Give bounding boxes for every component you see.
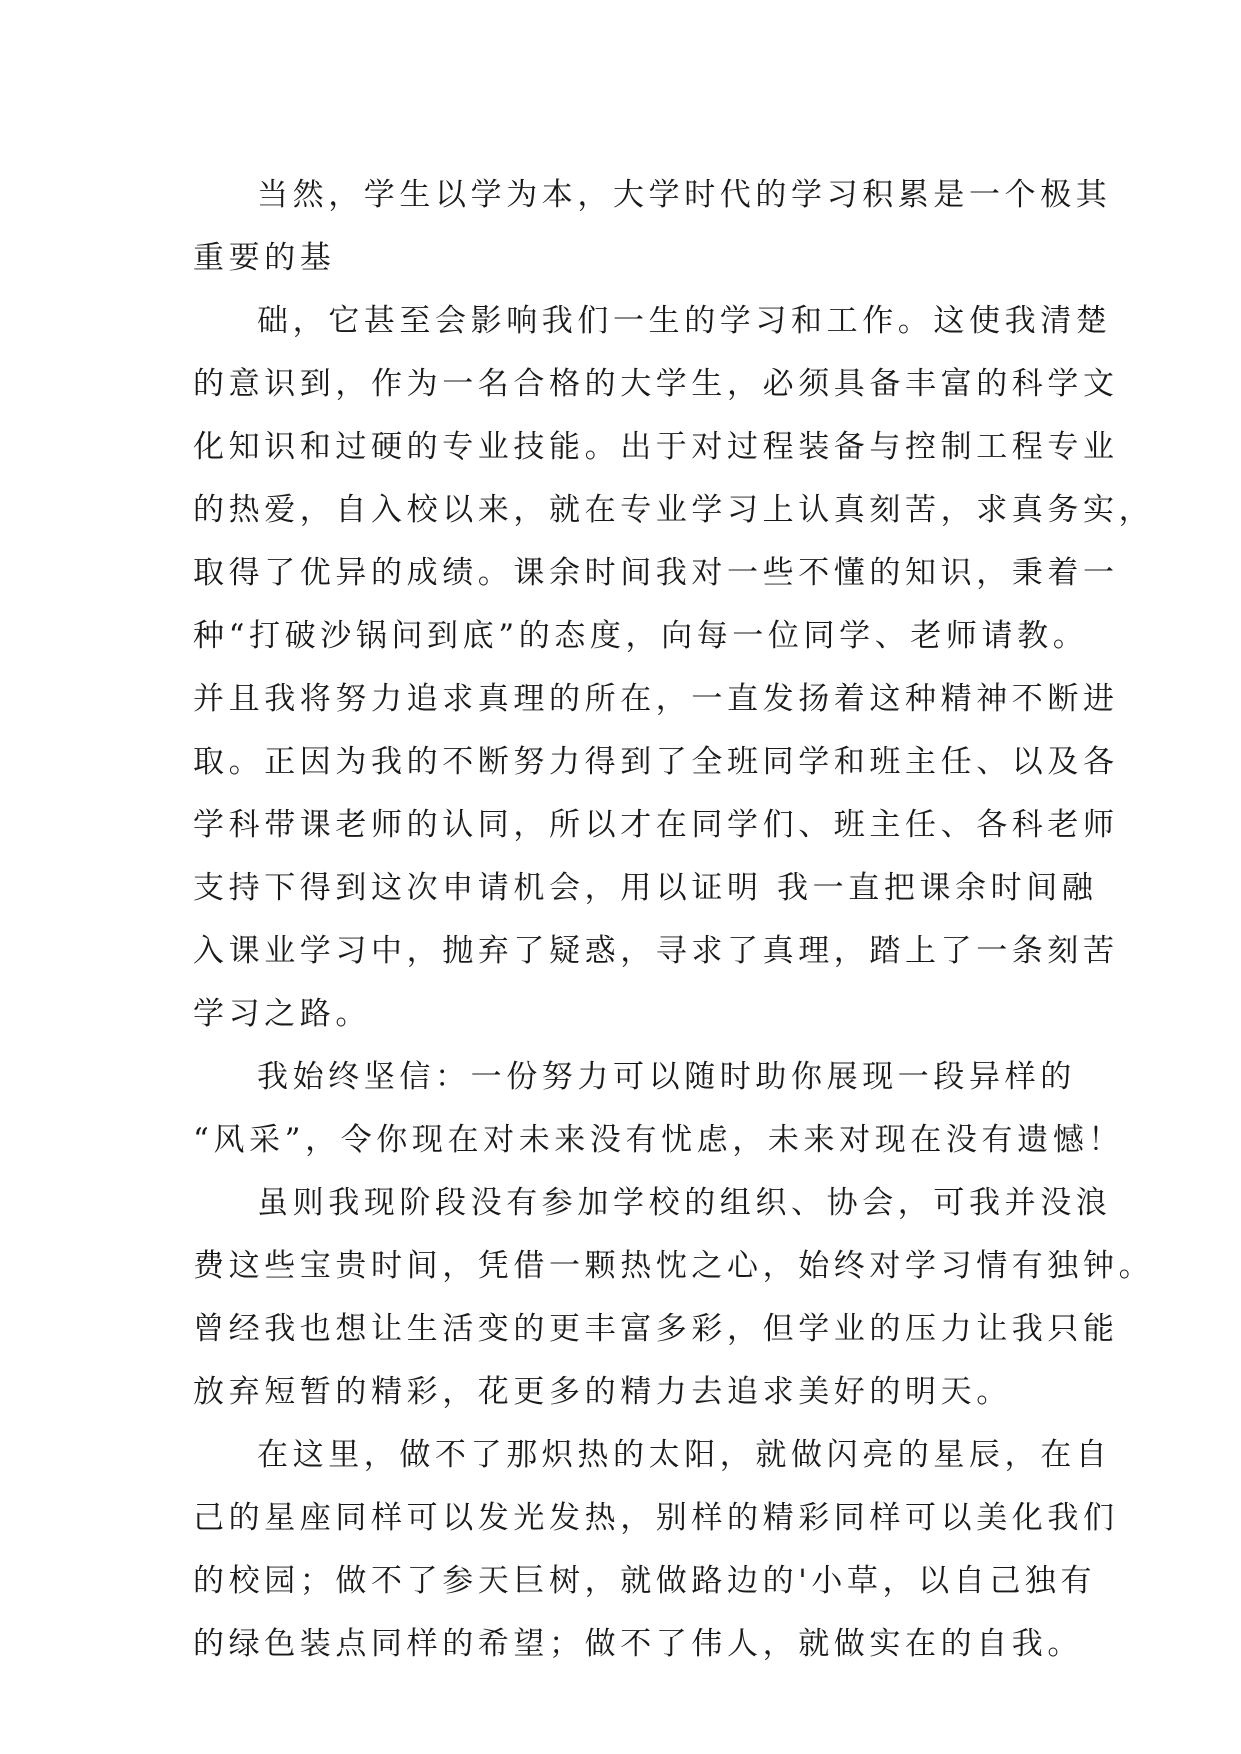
paragraph-line: 学科带课老师的认同，所以才在同学们、班主任、各科老师 xyxy=(193,807,1119,843)
paragraph-line: “风采”，令你现在对未来没有忧虑，未来对现在没有遗憾！ xyxy=(193,1122,1124,1158)
paragraph-line: 学习之路。 xyxy=(193,996,371,1032)
paragraph-line: 的意识到，作为一名合格的大学生，必须具备丰富的科学文 xyxy=(193,366,1119,402)
paragraph-line: 的校园；做不了参天巨树，就做路边的'小草，以自己独有 xyxy=(193,1563,1097,1599)
paragraph-line: 入课业学习中，抛弃了疑惑，寻求了真理，踏上了一条刻苦 xyxy=(193,933,1119,969)
document-body xyxy=(193,164,1155,1676)
paragraph-line: 化知识和过硬的专业技能。出于对过程装备与控制工程专业 xyxy=(193,429,1119,465)
paragraph-line: 放弃短暂的精彩，花更多的精力去追求美好的明天。 xyxy=(193,1374,1012,1410)
paragraph-line: 的绿色装点同样的希望；做不了伟人，就做实在的自我。 xyxy=(193,1626,1083,1662)
paragraph-line: 取得了优异的成绩。课余时间我对一些不懂的知识，秉着一 xyxy=(193,555,1119,591)
paragraph-line: 取。正因为我的不断努力得到了全班同学和班主任、以及各 xyxy=(193,744,1119,780)
paragraph-line: 支持下得到这次申请机会，用以证明 我一直把课余时间融 xyxy=(193,870,1098,906)
paragraph-line: 虽则我现阶段没有参加学校的组织、协会，可我并没浪 xyxy=(257,1185,1112,1221)
paragraph-line: 在这里，做不了那炽热的太阳，就做闪亮的星辰，在自 xyxy=(257,1437,1112,1473)
paragraph-line: 曾经我也想让生活变的更丰富多彩，但学业的压力让我只能 xyxy=(193,1311,1119,1347)
paragraph-line: 础，它甚至会影响我们一生的学习和工作。这使我清楚 xyxy=(257,303,1112,339)
paragraph-line: 费这些宝贵时间，凭借一颗热忱之心，始终对学习情有独钟。 xyxy=(193,1248,1155,1284)
paragraph-line: 己的星座同样可以发光发热，别样的精彩同样可以美化我们 xyxy=(193,1500,1119,1536)
paragraph-line: 的热爱，自入校以来，就在专业学习上认真刻苦，求真务实， xyxy=(193,492,1155,528)
paragraph-line: 种“打破沙锅问到底”的态度，向每一位同学、老师请教。 xyxy=(193,618,1089,654)
paragraph-line: 并且我将努力追求真理的所在，一直发扬着这种精神不断进 xyxy=(193,681,1119,717)
paragraph-line: 当然，学生以学为本，大学时代的学习积累是一个极其 xyxy=(257,177,1112,213)
paragraph-line: 我始终坚信：一份努力可以随时助你展现一段异样的 xyxy=(257,1059,1076,1095)
paragraph-line: 重要的基 xyxy=(193,240,336,276)
